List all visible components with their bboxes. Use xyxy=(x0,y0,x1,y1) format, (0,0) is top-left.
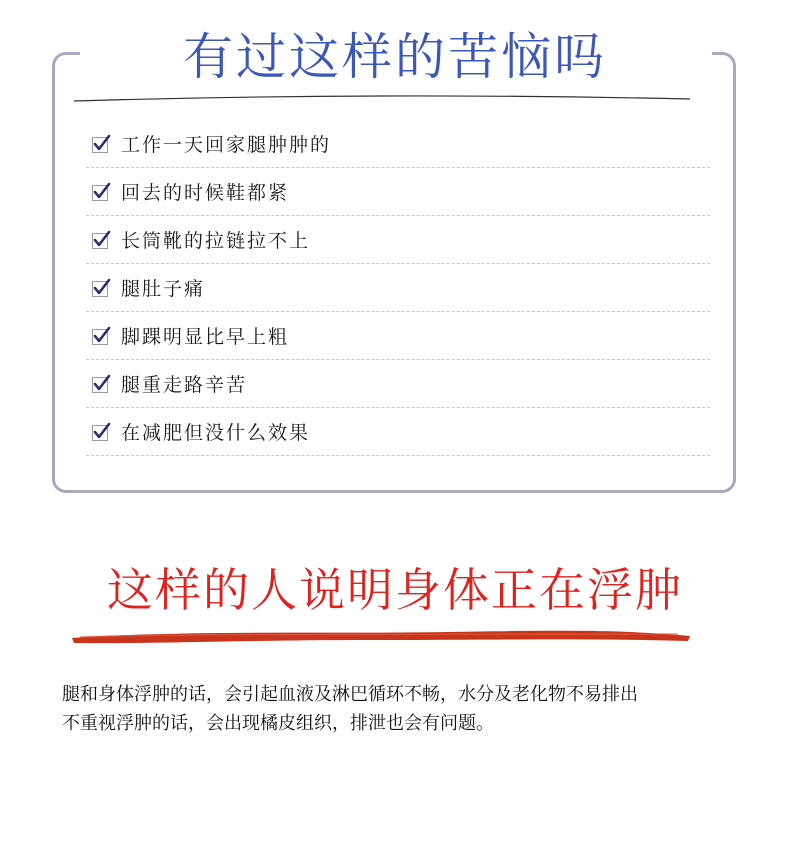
headline: 这样的人说明身体正在浮肿 xyxy=(107,563,683,617)
explanation-text xyxy=(62,680,734,738)
list-item xyxy=(86,168,710,216)
checkmark-box-icon xyxy=(92,230,111,249)
list-item-label: 在减肥但没什么效果 xyxy=(121,422,311,444)
list-item xyxy=(86,408,710,456)
explanation-paragraph: 不重视浮肿的话，会出现橘皮组织，排泄也会有问题。 xyxy=(62,713,494,734)
list-item xyxy=(86,312,710,360)
list-item xyxy=(86,120,710,168)
list-item xyxy=(86,360,710,408)
explanation-paragraph: 腿和身体浮肿的话，会引起血液及淋巴循环不畅，水分及老化物不易排出 xyxy=(62,684,638,705)
symptom-checklist xyxy=(86,120,710,456)
checkmark-box-icon xyxy=(92,326,111,345)
list-item xyxy=(86,216,710,264)
list-item-label: 长筒靴的拉链拉不上 xyxy=(121,230,311,252)
list-item-label: 腿肚子痛 xyxy=(121,278,206,300)
card-title: 有过这样的苦恼吗 xyxy=(183,28,607,86)
checkmark-box-icon xyxy=(92,134,111,153)
list-item-label: 脚踝明显比早上粗 xyxy=(121,326,290,348)
checkmark-box-icon xyxy=(92,278,111,297)
list-item-label: 工作一天回家腿肿肿的 xyxy=(121,134,332,156)
title-underline xyxy=(74,90,690,104)
checkmark-box-icon xyxy=(92,182,111,201)
list-item-label: 回去的时候鞋都紧 xyxy=(121,182,290,204)
checkmark-box-icon xyxy=(92,374,111,393)
list-item-label: 腿重走路辛苦 xyxy=(121,374,248,396)
checkmark-box-icon xyxy=(92,422,111,441)
list-item xyxy=(86,264,710,312)
brush-stroke-underline xyxy=(68,624,694,646)
